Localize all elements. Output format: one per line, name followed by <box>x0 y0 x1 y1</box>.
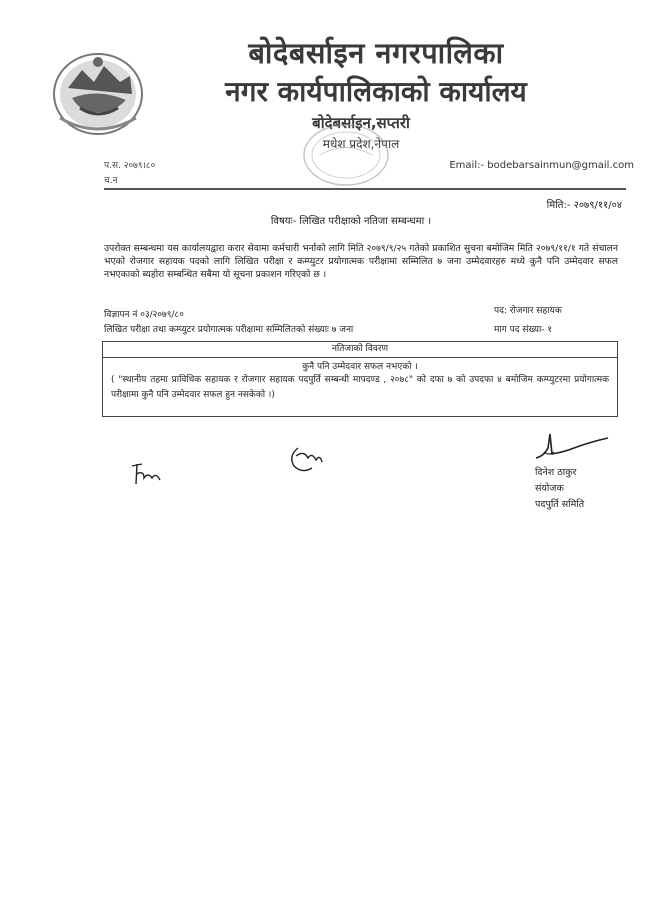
result-heading: नतिजाको विवरण <box>103 342 617 358</box>
result-line-1: कुनै पनि उम्मेदवार सफल नभएको । <box>302 362 418 372</box>
demand-count: माग पद संख्या- १ <box>494 325 553 335</box>
dispatch-number: च.न <box>104 176 118 186</box>
letter-subject: विषयः- लिखित परीक्षाको नतिजा सम्बन्धमा । <box>270 216 432 227</box>
result-box <box>102 341 618 417</box>
office-name: नगर कार्यपालिकाको कार्यालय <box>225 75 527 108</box>
letter-date: मिति:- २०७९/११/०४ <box>546 200 622 211</box>
signature-1 <box>128 458 164 490</box>
signature-2 <box>286 442 326 476</box>
post-name: पद: रोजगार सहायक <box>494 306 562 316</box>
email-address: Email:- bodebarsainmun@gmail.com <box>449 160 634 171</box>
participant-count: लिखित परीक्षा तथा कम्प्युटर प्रयोगात्मक परीक्षामा सम्मिलितको संख्याः ७ जना <box>104 325 354 335</box>
signatory-role: संयोजक <box>535 483 564 494</box>
address-line-1: बोदेबर्साइन,सप्तरी <box>312 114 410 132</box>
result-line-2: ( "स्थानीय तहमा प्राविधिक सहायक र रोजगार सहायक पदपुर्ति सम्बन्धी मापदण्ड , २०७८" को दफा ७ को उपदफा ४ बमोजिम कम्प्युटरमा प्रयोगात्मक परीक्षामा कुनै पनि उम्मेदवार सफल हुन नसकेको ।) <box>111 375 609 400</box>
signature-3 <box>534 430 610 464</box>
municipality-name: बोदेबर्साइन नगरपालिका <box>248 36 504 70</box>
reference-number: प.स. २०७९।८० <box>104 161 156 171</box>
signatory-name: दिनेश ठाकुर <box>535 467 577 478</box>
address-line-2: मधेश प्रदेश,नेपाल <box>322 137 400 151</box>
signatory-committee: पदपुर्ति समिति <box>535 499 585 510</box>
office-stamp <box>300 120 392 190</box>
advert-number: विज्ञापन नं ०३/२०७९/८० <box>104 310 184 320</box>
header-divider <box>104 188 626 190</box>
letter-body: उपरोक्त सम्बन्धमा यस कार्यालयद्वारा करार सेवामा कर्मचारी भर्नाको लागि मिति २०७९/९/२५ गतेको प्रकाशित सुचना बमोजिम मिति २०७९/११/१ गते संचालन भएको रोजगार सहायक पदको लागि लिखित परीक्षा र कम्प्युटर प्रयोगात्मक परीक्षामा सम्मिलित ७ जना उम्मेदवारहरु मध्ये कुनै पनि उम्मेदवार सफल नभएकाको ब्यहोरा सम्बन्धित सबैमा यो सूचना प्रकाशन गरिएको छ । <box>104 243 618 280</box>
